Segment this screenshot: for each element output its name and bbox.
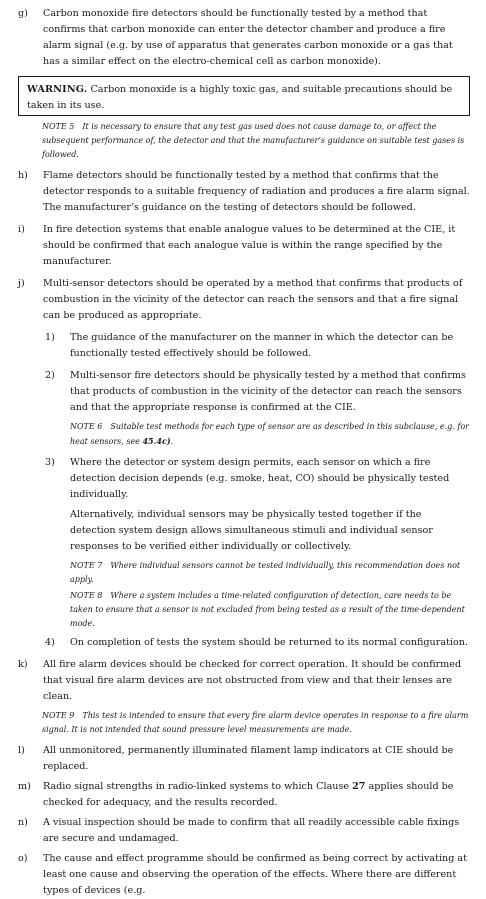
clause-ref: 27 xyxy=(352,781,366,792)
warning-label: WARNING. xyxy=(27,84,88,95)
warning-text: Carbon monoxide is a highly toxic gas, and suitable precautions should be taken in its use. xyxy=(27,84,453,111)
sub-item-1 xyxy=(45,330,470,362)
list-item-g xyxy=(18,6,470,70)
sub-item-3-paragraph: Alternatively, individual sensors may be physically tested together if the detection system design allows simultaneous stimuli and individual sensor responses to be verified either individually or collectively. xyxy=(70,509,433,552)
item-text: All fire alarm devices should be checked for correct operation. It should be confirmed that visual fire alarm devices are not obstructed from view and that their lenses are clean. xyxy=(43,659,462,702)
sub-item-4 xyxy=(45,635,470,651)
note-text-end: . xyxy=(170,437,174,446)
item-text: All unmonitored, permanently illuminated filament lamp indicators at CIE should be replaced. xyxy=(43,745,454,772)
list-item-k xyxy=(18,657,470,705)
item-text: Carbon monoxide fire detectors should be functionally tested by a method that confirms that carbon monoxide can enter the detector chamber and produce a fire alarm signal (e.g. by use of apparatus that generates carbon monoxide or a gas that has a similar effect on the electro-chemical cell as carbon monoxide). xyxy=(43,8,453,67)
list-item-i xyxy=(18,222,470,270)
item-label: i) xyxy=(18,224,25,235)
list-item-n xyxy=(18,815,470,847)
item-label: l) xyxy=(18,745,25,756)
note-label: NOTE 9 xyxy=(42,711,75,720)
note-text: Suitable test methods for each type of sensor are as described in this subclause, e.g. for heat sensors, see xyxy=(70,422,469,446)
clause-ref: 45.4c) xyxy=(142,436,171,446)
note-6 xyxy=(70,420,470,449)
item-label: h) xyxy=(18,170,28,181)
sub-item-label: 1) xyxy=(45,332,55,343)
sub-item-label: 4) xyxy=(45,637,55,648)
item-text xyxy=(43,779,470,811)
note-9 xyxy=(42,709,470,737)
sub-item-label: 3) xyxy=(45,457,55,468)
list-item-j xyxy=(18,276,470,324)
list-item-o xyxy=(18,851,470,899)
sub-item-text: The guidance of the manufacturer on the manner in which the detector can be functionally tested effectively should be followed. xyxy=(70,332,454,359)
sub-item-text: Where the detector or system design permits, each sensor on which a fire detection decision depends (e.g. smoke, heat, CO) should be physically tested individually. xyxy=(70,457,450,500)
item-text-start: Radio signal strengths in radio-linked systems to which Clause xyxy=(43,781,353,792)
item-text: Multi-sensor detectors should be operated by a method that confirms that products of combustion in the vicinity of the detector can reach the sensors and that a fire signal can be produced as appropriate. xyxy=(43,278,463,321)
sub-item-2 xyxy=(45,368,470,416)
note-label: NOTE 7 xyxy=(70,561,103,570)
list-item-l xyxy=(18,743,470,775)
sub-item-text: On completion of tests the system should be returned to its normal configuration. xyxy=(70,637,468,648)
item-text: In fire detection systems that enable analogue values to be determined at the CIE, it should be confirmed that each analogue value is within the range specified by the manufacturer. xyxy=(43,224,456,267)
item-label: k) xyxy=(18,659,28,670)
item-text: The cause and effect programme should be confirmed as being correct by activating at least one cause and observing the operation of the effects. Where there are different types of devices (e.g. xyxy=(43,853,467,896)
list-item-m xyxy=(18,779,470,811)
sub-item-text: Multi-sensor fire detectors should be physically tested by a method that confirms that products of combustion in the vicinity of the detector can reach the sensors and that the appropriate response is confirmed at the CIE. xyxy=(70,370,466,413)
note-text: Where a system includes a time-related configuration of detection, care needs to be taken to ensure that a sensor is not excluded from being tested as a result of the time-dependent mode. xyxy=(70,591,465,628)
note-5 xyxy=(42,120,470,162)
item-label: m) xyxy=(18,781,31,792)
item-text: A visual inspection should be made to confirm that all readily accessible cable fixings are secure and undamaged. xyxy=(43,817,460,844)
note-text: Where individual sensors cannot be tested individually, this recommendation does not apply. xyxy=(70,561,461,584)
warning-box xyxy=(18,76,470,116)
item-label: o) xyxy=(18,853,28,864)
sub-item-3 xyxy=(45,455,470,503)
note-text: It is necessary to ensure that any test gas used does not cause damage to, or affect the subsequent performance of, the detector and that the manufacturer’s guidance on suitable test gases is followed. xyxy=(42,122,465,159)
sub-item-label: 2) xyxy=(45,370,55,381)
item-label: n) xyxy=(18,817,28,828)
item-label: g) xyxy=(18,8,28,19)
note-text: This test is intended to ensure that every fire alarm device operates in response to a fire alarm signal. It is not intended that sound pressure level measurements are made. xyxy=(42,711,469,734)
list-item-h xyxy=(18,168,470,216)
note-8 xyxy=(70,589,470,631)
note-label: NOTE 5 xyxy=(42,122,75,131)
note-label: NOTE 6 xyxy=(70,422,103,431)
item-text: Flame detectors should be functionally tested by a method that confirms that the detector responds to a suitable frequency of radiation and produces a fire alarm signal. The manufacturer’s guidance on the testing of detectors should be followed. xyxy=(43,170,470,213)
item-text-end: applies should be checked for adequacy, and the results recorded. xyxy=(43,781,454,808)
note-7 xyxy=(70,559,470,587)
item-label: j) xyxy=(18,278,25,289)
note-label: NOTE 8 xyxy=(70,591,103,600)
